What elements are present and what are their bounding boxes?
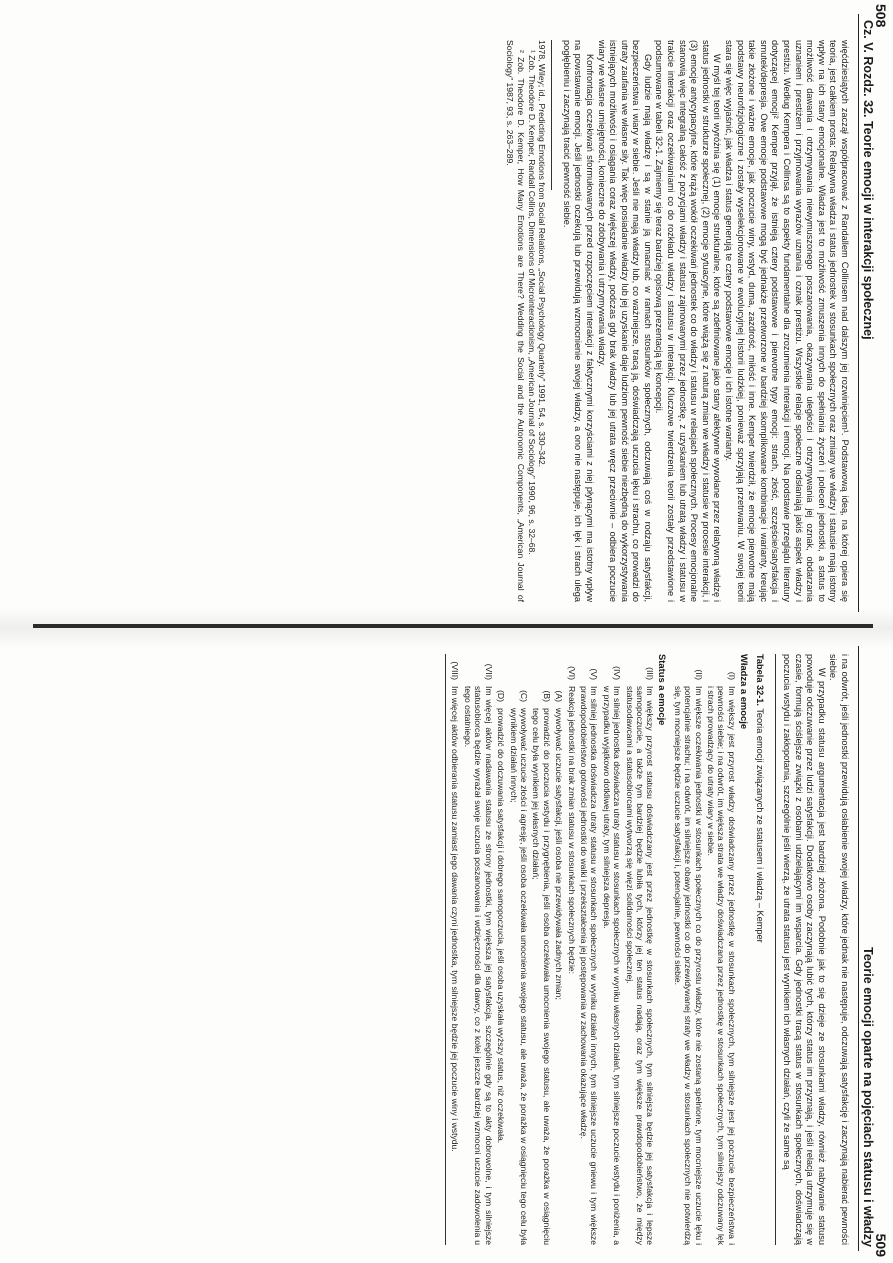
- subitem-letter: (B): [541, 690, 552, 702]
- table-subitem: [508, 680, 529, 1245]
- table-item: [601, 654, 622, 1245]
- item-text: Im więcej aktów odbierania statusu zamiast jego dawania czyni jednostka, tym silniejsze będzie jej poczucie winy i wstydu.: [450, 686, 461, 1152]
- item-number: (II): [693, 669, 704, 680]
- table-section-heading: Status a emocje: [657, 654, 669, 726]
- subitem-text: wywoływać uczucie satysfakcji, jeśli osoba nie przewidywała żadnych zmian;: [554, 708, 565, 1000]
- table-title: [754, 654, 766, 1245]
- item-text: Im większy jest przyrost władzy doświadczany przez jednostkę w stosunkach społecznych, tym silniejsze jest jej poczucie bezpieczeństwa i pewności siebie; i na odwrót, im większa strata we władzy doświadczana przez jednostkę w stosunkach społecznych, tym silniejszy odczuwany lęk i strach prowadzący do utraty wiary w siebie.: [706, 686, 737, 1245]
- paragraph: W myśl tej teorii wyróżnia się (1) emocje strukturalne, które są zdefiniowane jako stany afektywne wywołane przez relatywną władzę i status jednostki w strukturze społecznej, (2) emocje sytuacyjne, które wiążą się z naturą zmian we władzy i statusie w procesie interakcji, i (3) emocje antycypacyjne, które krążą wokół oczekiwań jednostek co do władzy i statusu w relacjach społecznych. Procesy emocjonalne stanowią więc integralną całość z pozycjami władzy i statusu zajmowanymi przez jednostkę, z uzyskaniem lub utratą władzy i statusu w trakcie interakcji oraz oczekiwaniami co do rozkładu władzy i statusu w interakcji. Kluczowe twierdzenia teorii zostały przedstawione i podsumowane w tabeli 32-1. Zajmiemy się teraz bardziej opisową prezentacją tej koncepcji.: [654, 40, 723, 602]
- subitem-text: wywoływać uczucie złości i agresję, jeśli osoba oczekiwała umocnienia swojego statusu, ale uważa, że porażka w osiągnięciu tego celu była wynikiem działań innych;: [508, 708, 529, 1245]
- item-text: Im silniej jednostka doświadcza utraty statusu w stosunkach społecznych w wyniku działań innych, tym silniejsze uczucie gniewu i tym większe prawdopodobieństwo gotowości jednostki do walki i przekształcenia jej postępowania w zachowania okazujące władzę.: [578, 686, 600, 1245]
- paragraph: Konfrontacja oczekiwań sformułowanych przed rozpoczęciem interakcji z faktycznymi korzyściami z niej płynącymi ma istotny wpływ na powstawanie emocji. Jeśli jednostki oczekują lub przewidują wzmocnienie swojej władzy, a ono nie następuje, ich lęk i strach ulega pogłębieniu i zaczynają tracić pewność siebie.: [561, 40, 595, 602]
- item-text: Im więcej aktów nadawania statusu ze strony jednostki, tym większa jej satysfakcja, szczególnie gdy są to akty dobrowolne, i tym silniejsze statusobiorca będzie wyrażał swoje uczucia poszanowania i wdzięczności dla dawcy, co z kolei jeszcze bardziej wzmocni uczucie zadowolenia u tego ostatniego.: [462, 686, 494, 1245]
- item-text: Im większe oczekiwania jednostki w stosunkach społecznych co do przyrostu władzy, które nie zostaną spełnione, tym mocniejsze uczucie lęku i potencjalnie strachu; i na odwrót, im silniejsze obawy jednostki co do przewidywanej straty we władzy w stosunkach społecznych nie potwierdzą się, tym mocniejsze będzie uczucie satysfakcji i, potencjalnie, pewności siebie.: [672, 686, 704, 1245]
- table-section-heading: Władza a emocje: [738, 654, 750, 730]
- paragraph: Gdy ludzie mają władzę i są w stanie ją umacniać w ramach stosunków społecznych, odczuwają coś w rodzaju satysfakcji, bezpieczeństwa i wiary w siebie. Jeśli nie mają władzy lub, co ważniejsze, tracą ją, doświadczają uczucia lęku i strachu, co prowadzi do utraty zaufania we własne siły. Tak więc posiadanie władzy lub jej uzyskanie daje ludziom pewność siebie niezbędną do wykorzystywania istniejących możliwości i osiągania coraz większej władzy, podczas gdy brak władzy lub jej utrata wręcz przeciwnie – odbiera poczucie wiary we własne umiejętności, konieczne do zdobywania i utrzymywania władzy.: [596, 40, 653, 602]
- subitem-text: prowadzić do odczuwania satysfakcji i dobrego samopoczucia, jeśli osoba uzyskała wyższy status, niż oczekiwała.: [496, 708, 507, 1144]
- table-item: [579, 654, 600, 1245]
- item-number: (VII): [483, 663, 494, 680]
- page-509: [10, 646, 875, 1251]
- subitem-text: prowadzić do poczucia wstydu i przygnębienia, jeśli osoba oczekiwała umocnienia swojego statusu, ale uważa, że porażka w osiągnięciu tego celu była wynikiem jej własnych działań;: [531, 708, 552, 1245]
- gutter-shadow: [0, 608, 893, 648]
- table-label: Tabela 32-1.: [755, 654, 766, 706]
- table-subitem: [496, 680, 506, 1245]
- table-top-rule: [775, 654, 776, 1245]
- page-508: [10, 14, 875, 612]
- table-bottom-rule: [445, 654, 446, 1245]
- item-number: (IV): [612, 666, 623, 680]
- paragraph: W przypadku statusu argumentacja jest bardziej złożona. Podobnie jak to się dzieje ze stosunkami władzy, również nabywanie statusu powoduje odczuwanie przez ludzi satysfakcji. Dodatkowo osoby zaczynają lubić tych, którzy status im przyznają, i jeśli relacja utrzymuje się w czasie, formują ściślejsze związki z osobami udzielającymi im wsparcia. Gdy jednostki tracą status w stosunkach społecznych, doświadczają poczucia wstydu i zakłopotania, szczególnie jeśli wierzą, że utrata statusu jest wynikiem ich własnych działań, czyli że same są: [782, 654, 827, 1245]
- subitem-letter: (C): [518, 690, 529, 702]
- table-item: [624, 654, 655, 1245]
- page-divider-line: [33, 624, 873, 628]
- table-caption: Teoria emocji związanych ze statusem i władzą – Kemper: [755, 708, 766, 943]
- footnote: 1978, Wiley; id., Predicting Emotions from Social Relations, „Social Psychology Quarterly” 1991, 54, s. 330–342.: [537, 40, 548, 468]
- footnote: ¹ Zob. Theodore D. Kemper, Randall Collins, Dimensions of Microinteractionism, „American Journal of Sociology” 1990, 96, s. 32–68.: [526, 50, 537, 555]
- paragraph: więćdziesiątych zaczął współpracować z Randallem Collinsem nad dalszym jej rozwinięciem¹. Podstawową ideą, na której opiera się teoria, jest całkiem prosta: Relatywna władza i status jednostek w stosunkach społecznych oraz zmiany we władzy i statusie mają istotny wpływ na ich stany emocjonalne. Władza jest to możliwość zmuszenia innych do spełniania życzeń i poleceń jednostki, a status to możliwość dawania i otrzymywania niewymuszonego poszanowania, okazywania uległości i otrzymywania jej oznak, obdarzania uznaniem i prestiżem i przyjmowania wyrazów uznania i oznak prestiżu. Wszystkie relacje społeczne odsłaniają jakiś aspekt władzy i prestiżu. Według Kempera i Collinsa są to aspekty fundamentalne dla zrozumienia interakcji i emocji. Na podstawie przeglądu literatury dotyczącej emocji² Kemper przyjął, że istnieją cztery podstawowe i pierwotne typy emocji: strach, złość, szczęście/satysfakcja i smutek/depresja. Owe emocje podstawowe mogą być jednakże przetworzone w bardziej skomplikowane kombinacje i warianty, kreując takie złożone i ważne emocje, jak poczucie winy, wstyd, duma, zazdrość, miłość i inne. Kemper twierdził, że emocje pierwotne mają podstawy neurofizjologiczne i zostały wyselekcjonowane w ewolucyjnej historii ludzkiej, ponieważ sprzyjają przetrwaniu. W swojej teorii stara się więc wyjaśnić, jak władza i status generują te cztery podstawowe emocje i ich istotne warianty.: [724, 40, 850, 602]
- item-number: (VIII): [450, 661, 461, 680]
- footnote-rule: [551, 40, 552, 190]
- item-number: (VI): [566, 666, 577, 680]
- subitem-letter: (A): [554, 690, 565, 702]
- item-text: Reakcja jednostki na brak zmian statusu w stosunkach społecznych będzie:: [566, 686, 577, 975]
- table-subitem: [554, 680, 564, 1245]
- item-number: (III): [645, 667, 656, 680]
- running-head-right: Teorie emocji oparte na pojęciach statusu i władzy: [858, 646, 875, 1251]
- table-item: [463, 654, 494, 1245]
- table-item: [672, 654, 703, 1245]
- item-text: Im większy przyrost statusu doświadczany jest przez jednostkę w stosunkach społecznych, tym silniejsza będzie jej satysfakcja i lepsze samopoczucie, a także tym bardziej będzie lubiła tych, którzy jej ten status nadają, oraz tym większe prawdopodobieństwo, że między statusodawcami a statusobiorcami wytworzą się więzi solidarności społecznej.: [624, 686, 656, 1245]
- page-number-left: 508: [873, 4, 889, 28]
- item-number: (I): [726, 671, 737, 680]
- page-number-right: 509: [873, 1233, 889, 1257]
- table-item: [566, 654, 576, 1245]
- paragraph: i na odwrót, jeśli jednostki przewidują osłabienie swojej władzy, które jednak nie następuje, odczuwają satysfakcję i zaczynają nabierać pewności siebie.: [828, 654, 850, 1245]
- item-text: Im silniej jednostka doświadcza utraty statusu w stosunkach społecznych w wyniku własnych działań, tym silniejsze poczucie wstydu i poniżenia, a w przypadku wyjątkowo dotkliwej utraty, tym silniejsza depresja.: [601, 686, 623, 1245]
- table-subitem: [531, 680, 552, 1245]
- running-head-left: Cz. V. Rozdz. 32. Teorie emocji w interakcji społecznej: [858, 14, 875, 612]
- table-item: [450, 654, 460, 1245]
- footnote: ² Zob. Theodore D. Kemper, How Many Emotions are There? Wedding the Social and the Autonomic Components, „American Journal of Sociology” 1987, 93, s. 263–289.: [505, 40, 526, 602]
- item-number: (V): [589, 668, 600, 680]
- subitem-letter: (D): [496, 690, 507, 702]
- table-item: [706, 654, 737, 1245]
